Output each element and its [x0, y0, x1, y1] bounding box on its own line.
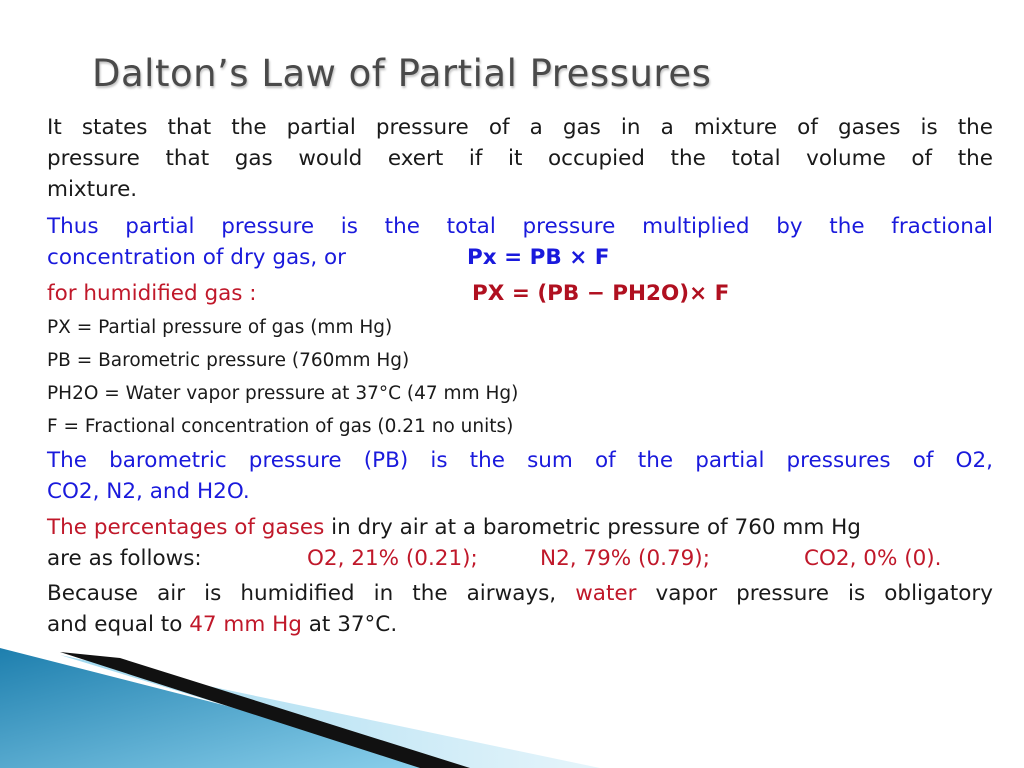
thus-row-2 [47, 242, 993, 273]
thus-line-1: Thus partial pressure is the total pressure multiplied by the fractional [47, 214, 993, 239]
formula-humidified: PX = (PB − PH2O)× F [472, 281, 730, 306]
gas-co2: CO2, 0% (0). [804, 546, 942, 571]
gas-n2: N2, 79% (0.79); [540, 546, 710, 571]
intro-line-1: It states that the partial pressure of a gas in a mixture of gases is the [47, 115, 993, 140]
percentages-line-1 [47, 512, 993, 543]
formula-dry: Px = PB × F [467, 245, 610, 270]
percentages-red-part: The percentages of gases [47, 515, 325, 540]
definition-f: F = Fractional concentration of gas (0.21 no units) [47, 416, 514, 437]
thus-line-2: concentration of dry gas, or [47, 245, 347, 270]
humidified-air-text-c: and equal to [47, 612, 190, 637]
thus-paragraph-line-1 [47, 211, 993, 242]
mmhg-highlight: 47 mm Hg [189, 612, 302, 637]
percentages-prefix: are as follows: [47, 546, 202, 571]
humidified-air-line-2 [47, 609, 993, 640]
intro-line-2: pressure that gas would exert if it occupied the total volume of the [47, 146, 993, 171]
gas-o2: O2, 21% (0.21); [307, 546, 478, 571]
water-highlight: water [575, 581, 637, 606]
humidified-air-line-1 [47, 578, 993, 609]
humidified-air-paragraph [47, 578, 993, 609]
humidified-air-text-d: at 37°C. [301, 612, 398, 637]
barometric-paragraph [47, 445, 993, 476]
humidified-air-text-b: vapor pressure is obligatory [636, 581, 993, 606]
barometric-line-2: CO2, N2, and H2O. [47, 479, 250, 504]
percentages-row-2 [47, 543, 993, 574]
intro-paragraph [47, 112, 993, 174]
humidified-row [47, 278, 993, 309]
humidified-label: for humidified gas : [47, 281, 257, 306]
page-title: Dalton’s Law of Partial Pressures [92, 52, 712, 95]
definition-ph2o: PH2O = Water vapor pressure at 37°C (47 mm Hg) [47, 383, 519, 404]
definition-px: PX = Partial pressure of gas (mm Hg) [47, 317, 393, 338]
humidified-air-text-a: Because air is humidified in the airways, [47, 581, 576, 606]
slide-body [47, 112, 993, 640]
percentages-rest: in dry air at a barometric pressure of 760 mm Hg [324, 515, 861, 540]
intro-line-3: mixture. [47, 177, 138, 202]
barometric-line-1: The barometric pressure (PB) is the sum of the partial pressures of O2, [47, 448, 993, 473]
definition-pb: PB = Barometric pressure (760mm Hg) [47, 350, 410, 371]
